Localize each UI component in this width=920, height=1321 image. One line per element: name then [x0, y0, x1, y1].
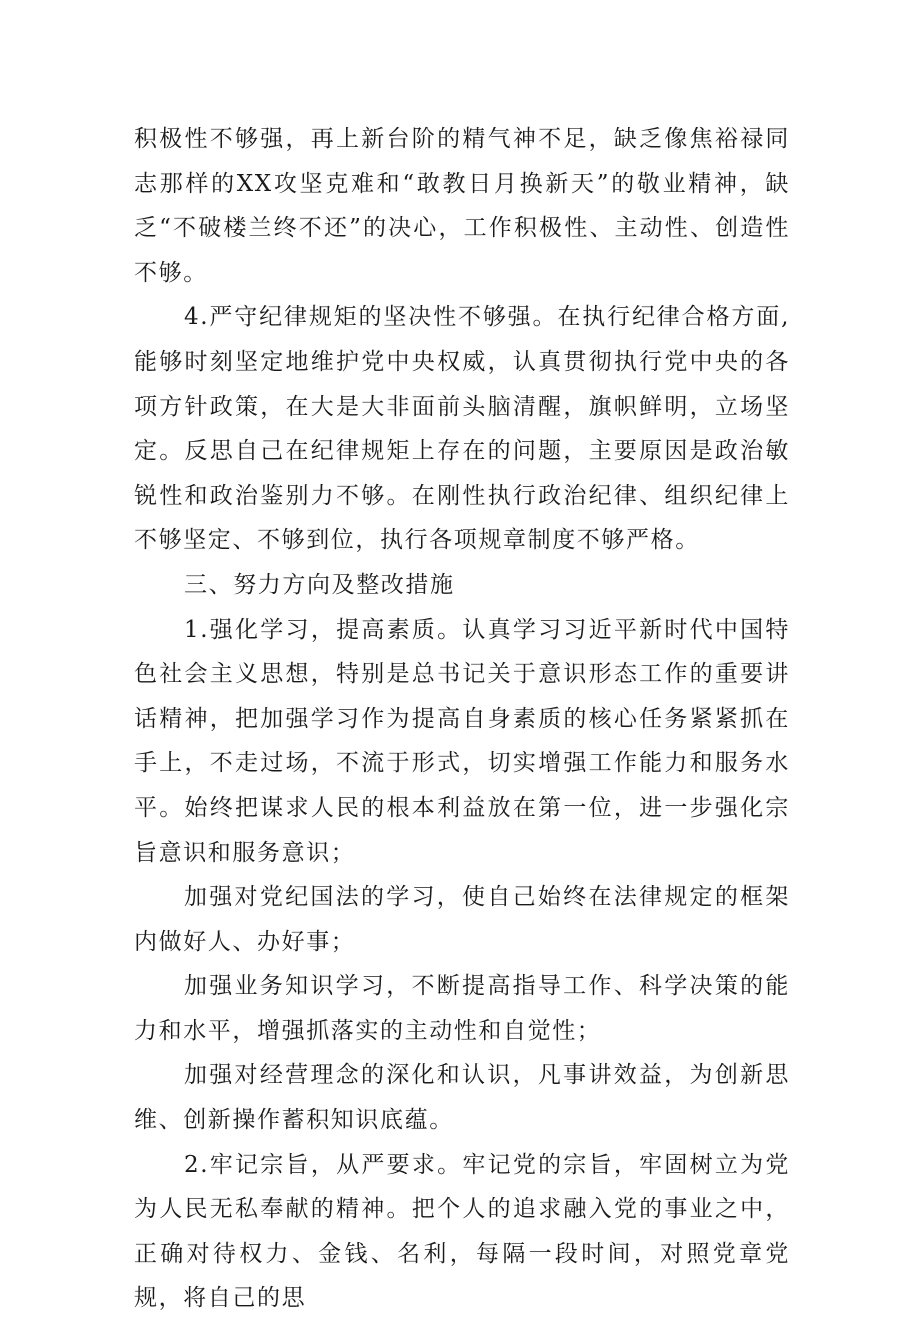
paragraph: 1.强化学习，提高素质。认真学习习近平新时代中国特色社会主义思想，特别是总书记关于意识形态工作的重要讲话精神，把加强学习作为提高自身素质的核心任务紧紧抓在手上，不走过场，不流于形式，切实增强工作能力和服务水平。始终把谋求人民的根本利益放在第一位，进一步强化宗旨意识和服务意识；	[134, 616, 790, 866]
paragraph: 4.严守纪律规矩的坚决性不够强。在执行纪律合格方面,能够时刻坚定地维护党中央权威，认真贯彻执行党中央的各项方针政策，在大是大非面前头脑清醒，旗帜鲜明，立场坚定。反思自己在纪律规矩上存在的问题，主要原因是政治敏锐性和政治鉴别力不够。在刚性执行政治纪律、组织纪律上不够坚定、不够到位，执行各项规章制度不够严格。	[134, 304, 790, 554]
paragraph: 加强对经营理念的深化和认识，凡事讲效益，为创新思维、创新操作蓄积知识底蕴。	[134, 1062, 790, 1134]
paragraph: 2.牢记宗旨，从严要求。牢记党的宗旨，牢固树立为党为人民无私奉献的精神。把个人的追求融入党的事业之中，正确对待权力、金钱、名利，每隔一段时间，对照党章党规，将自己的思	[134, 1151, 790, 1312]
paragraph: 加强业务知识学习，不断提高指导工作、科学决策的能力和水平，增强抓落实的主动性和自觉性；	[134, 973, 790, 1044]
paragraph: 积极性不够强，再上新台阶的精气神不足，缺乏像焦裕禄同志那样的XX攻坚克难和“敢教日月换新天”的敬业精神，缺乏“不破楼兰终不还”的决心，工作积极性、主动性、创造性不够。	[134, 126, 790, 286]
section-heading: 三、努力方向及整改措施	[184, 571, 455, 598]
paragraph: 加强对党纪国法的学习，使自己始终在法律规定的框架内做好人、办好事；	[134, 884, 790, 955]
document-body	[134, 117, 790, 1321]
